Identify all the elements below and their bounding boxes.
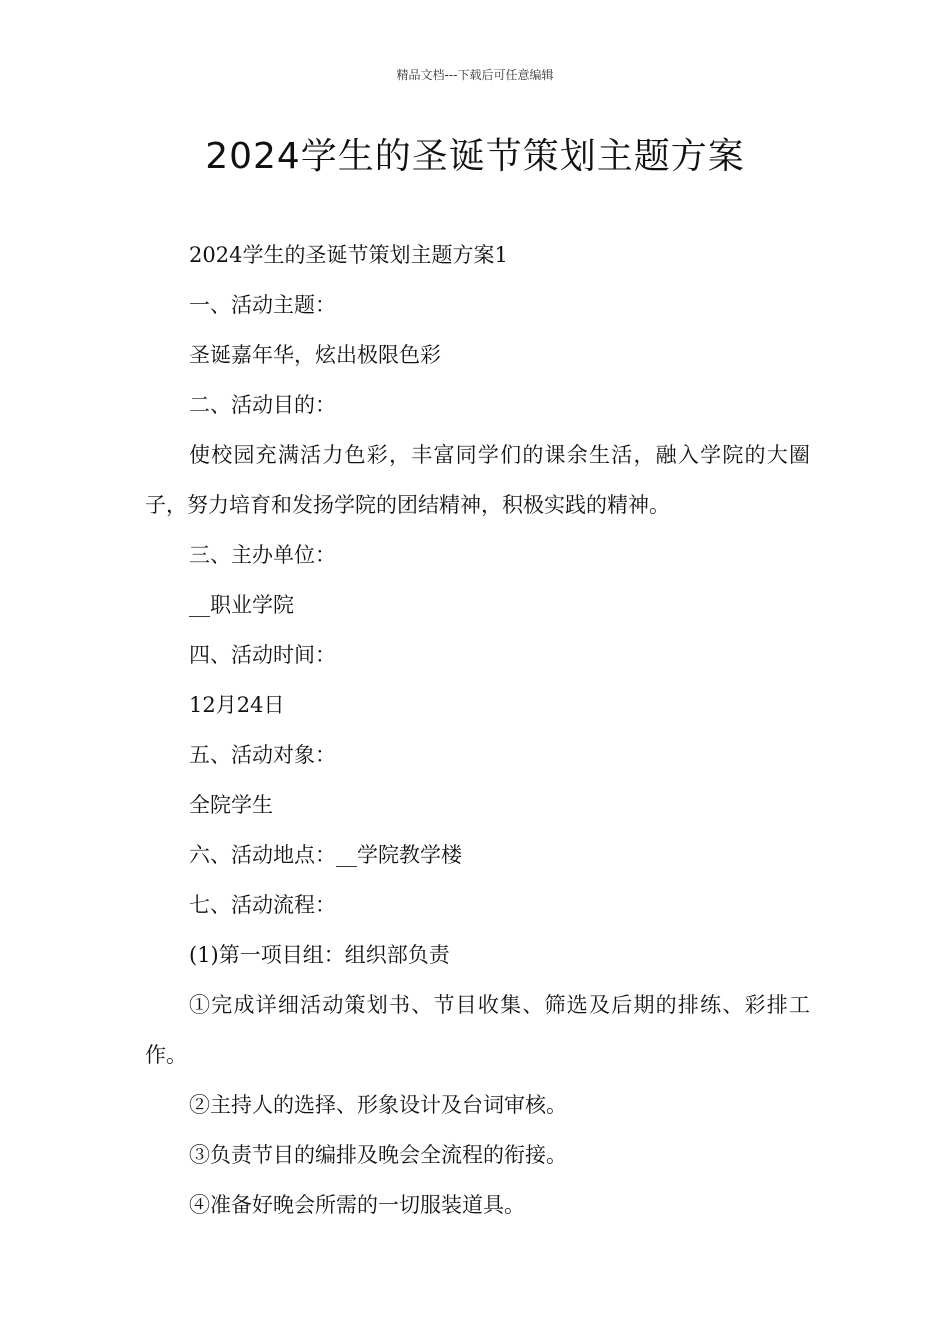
section-theme-heading: 一、活动主题：: [189, 293, 336, 317]
section-organizer-heading: 三、主办单位：: [189, 543, 336, 567]
section-audience-heading: 五、活动对象：: [189, 743, 336, 767]
paragraph: 12月24日: [189, 693, 285, 717]
paragraph: 使校园充满活力色彩，丰富同学们的课余生活，融入学院的大圈子，努力培育和发扬学院的团结精神，积极实践的精神。: [145, 443, 810, 517]
section-time-heading: 四、活动时间：: [189, 643, 336, 667]
paragraph: 圣诞嘉年华，炫出极限色彩: [189, 343, 441, 367]
list-item: ③负责节目的编排及晚会全流程的衔接。: [189, 1143, 567, 1167]
document-body: [145, 230, 810, 1230]
section-purpose-heading: 二、活动目的：: [189, 393, 336, 417]
section-location-heading: 六、活动地点：__学院教学楼: [189, 843, 462, 867]
paragraph: 全院学生: [189, 793, 273, 817]
list-item: ②主持人的选择、形象设计及台词审核。: [189, 1093, 567, 1117]
paragraph-heading: 2024学生的圣诞节策划主题方案1: [189, 243, 508, 267]
list-item: ①完成详细活动策划书、节目收集、筛选及后期的排练、彩排工作。: [145, 993, 810, 1067]
paragraph: __职业学院: [189, 593, 294, 617]
header-note: 精品文档---下载后可任意编辑: [396, 68, 554, 82]
paragraph: (1)第一项目组：组织部负责: [189, 943, 450, 967]
section-process-heading: 七、活动流程：: [189, 893, 336, 917]
list-item: ④准备好晚会所需的一切服装道具。: [189, 1193, 525, 1217]
document-title: 2024学生的圣诞节策划主题方案: [205, 136, 745, 177]
